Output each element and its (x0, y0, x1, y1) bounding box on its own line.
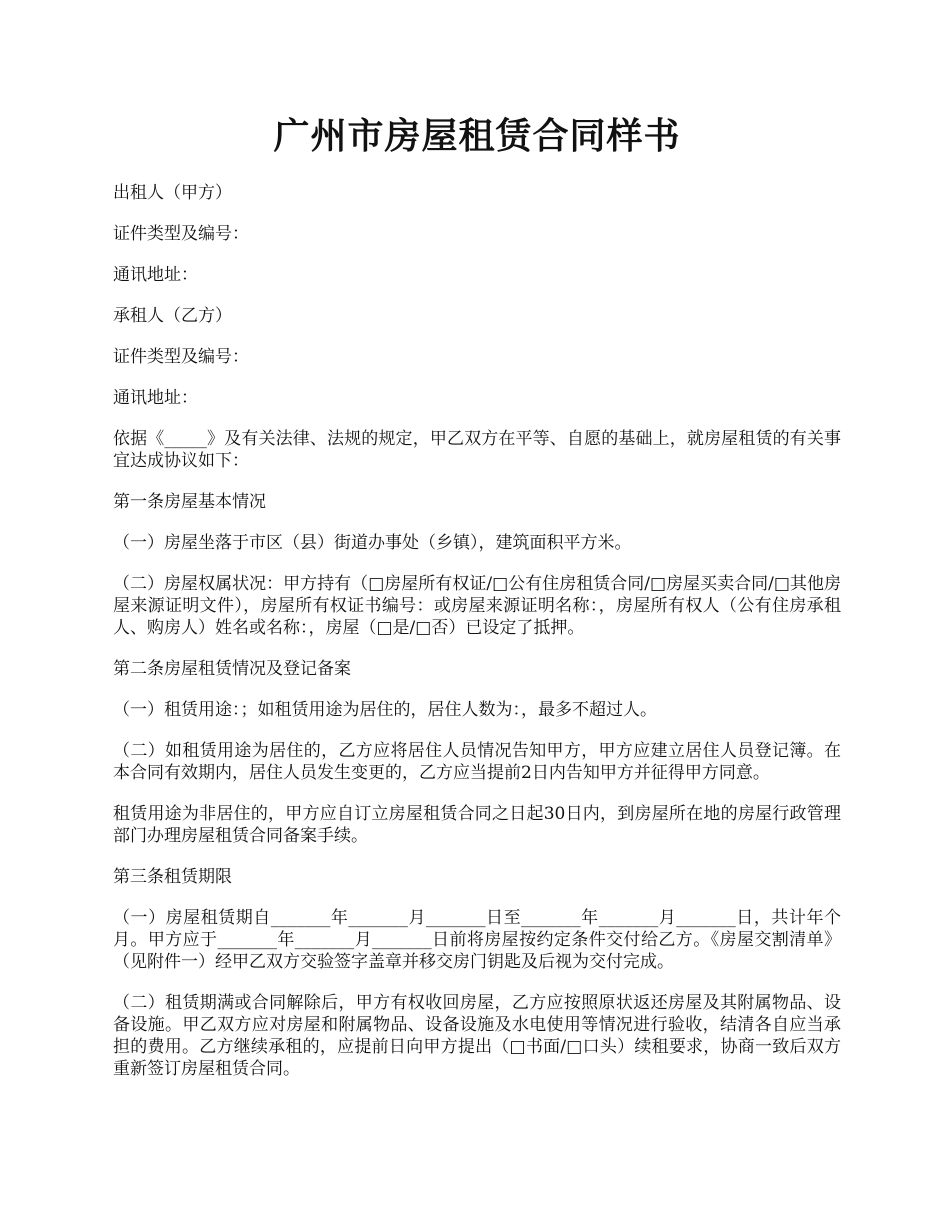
article-2-clause-2: （二）如租赁用途为居住的，乙方应将居住人员情况告知甲方，甲方应建立居住人员登记簿。在本合同有效期内，居住人员发生变更的，乙方应当提前2日内告知甲方并征得甲方同意。 (113, 741, 841, 783)
article-3-clause-1: （一）房屋租赁期自_______年_______月_______日至_______年_______月_______日，共计年个月。甲方应于_______年_______月_______日前将房屋按约定条件交付给乙方。《房屋交割清单》（见附件一）经甲乙双方交验签字盖章并移交房门钥匙及后视为交付完成。 (113, 908, 841, 972)
article-2-heading: 第二条房屋租赁情况及登记备案 (113, 659, 351, 679)
document-title: 广州市房屋租赁合同样书 (273, 115, 681, 157)
lessee-label: 承租人（乙方） (113, 306, 232, 326)
article-3-heading: 第三条租赁期限 (113, 867, 232, 887)
article-2-clause-3: 租赁用途为非居住的，甲方应自订立房屋租赁合同之日起30日内，到房屋所在地的房屋行政管理部门办理房屋租赁合同备案手续。 (113, 804, 841, 846)
lessor-label: 出租人（甲方） (113, 183, 232, 203)
document-page (113, 110, 841, 1099)
preamble-paragraph: 依据《_____》及有关法律、法规的规定，甲乙双方在平等、自愿的基础上，就房屋租赁的有关事宜达成协议如下： (113, 429, 841, 471)
article-1-clause-2: （二）房屋权属状况：甲方持有（□房屋所有权证/□公有住房租赁合同/□房屋买卖合同/□其他房屋来源证明文件），房屋所有权证书编号：或房屋来源证明名称：，房屋所有权人（公有住房承租人、购房人）姓名或名称：，房屋（□是/□否）已设定了抵押。 (113, 574, 841, 638)
article-1-clause-1: （一）房屋坐落于市区（县）街道办事处（乡镇），建筑面积平方米。 (113, 533, 632, 553)
lessee-address-label: 通讯地址： (113, 388, 198, 408)
lessee-id-label: 证件类型及编号： (113, 347, 249, 367)
article-3-clause-2: （二）租赁期满或合同解除后，甲方有权收回房屋，乙方应按照原状返还房屋及其附属物品、设备设施。甲乙双方应对房屋和附属物品、设备设施及水电使用等情况进行验收，结清各自应当承担的费用。乙方继续承租的，应提前日向甲方提出（□书面/□口头）续租要求，协商一致后双方重新签订房屋租赁合同。 (113, 993, 841, 1079)
article-1-heading: 第一条房屋基本情况 (113, 492, 266, 512)
lessor-id-label: 证件类型及编号： (113, 224, 249, 244)
article-2-clause-1: （一）租赁用途：；如租赁用途为居住的，居住人数为：，最多不超过人。 (113, 700, 657, 720)
lessor-address-label: 通讯地址： (113, 265, 198, 285)
